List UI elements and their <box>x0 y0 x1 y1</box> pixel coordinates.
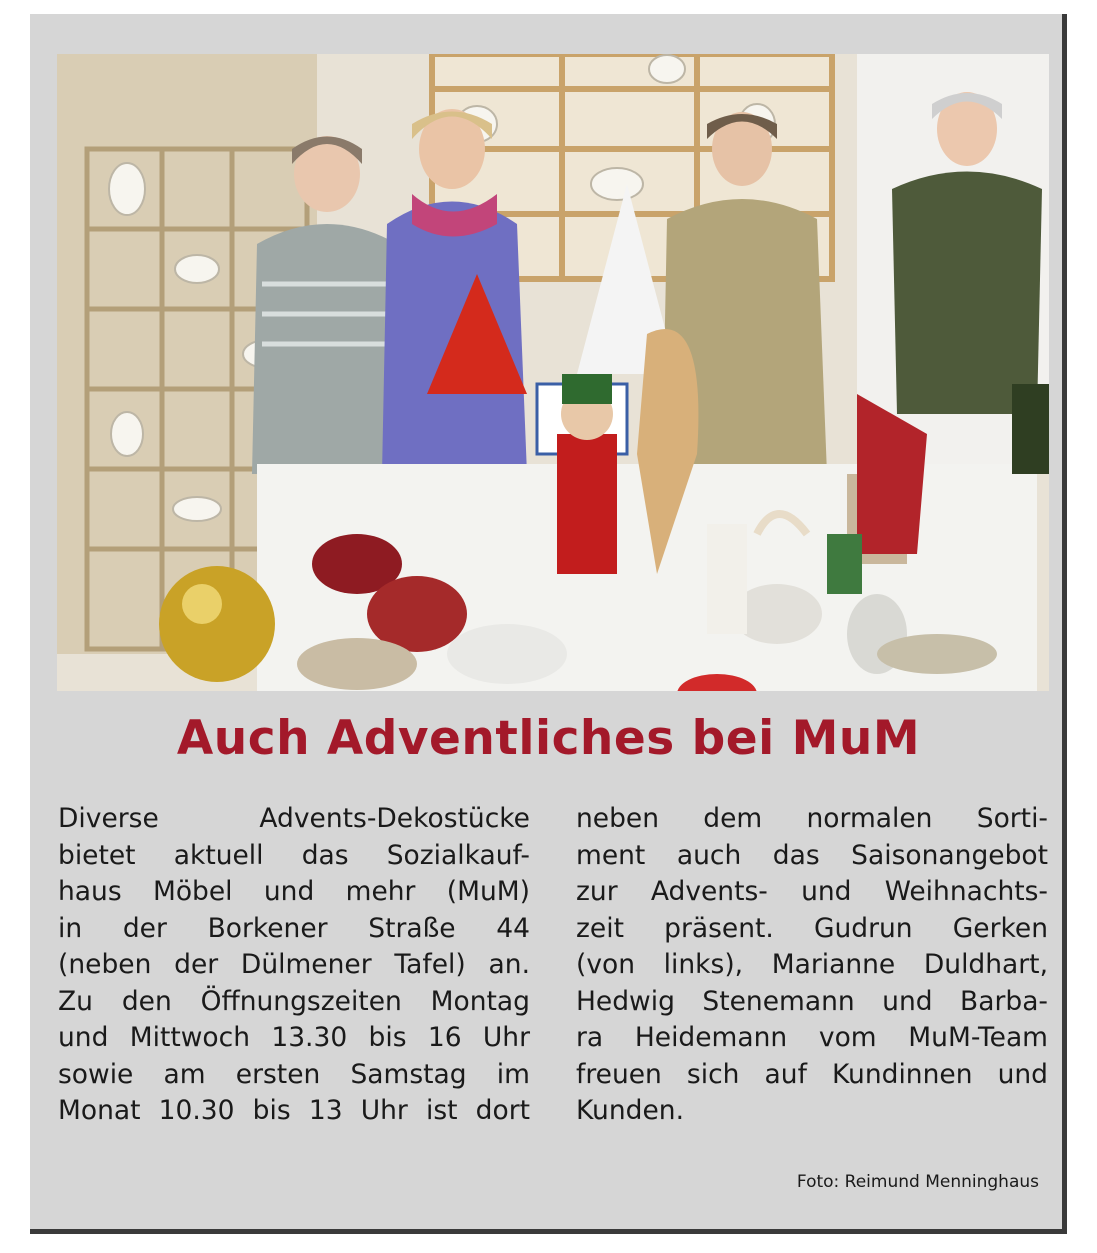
text-line: und Mittwoch 13.30 bis 16 Uhr <box>58 1022 530 1053</box>
text-line: freuen sich auf Kundinnen und <box>576 1058 1048 1090</box>
text-line: ra Heidemann vom MuM-Team <box>576 1022 1048 1053</box>
article-photo <box>57 54 1049 691</box>
text-line: zeit präsent. Gudrun Gerken <box>576 912 1048 944</box>
photo-credit: Foto: Reimund Menninghaus <box>796 1172 1039 1192</box>
text-line: neben dem normalen Sorti- <box>576 803 1048 834</box>
article-headline: Auch Adventliches bei MuM <box>176 711 921 766</box>
text-line: Hedwig Stenemann und Barba- <box>576 985 1048 1017</box>
text-line: (von links), Marianne Duldhart, <box>576 949 1048 980</box>
text-line: in der Borkener Straße 44 <box>58 912 530 944</box>
text-line: Diverse Advents-Dekostücke <box>58 803 530 834</box>
text-line: Zu den Öffnungszeiten Montag <box>58 985 530 1017</box>
text-line: Kunden. <box>576 1095 684 1126</box>
text-line: bietet aktuell das Sozialkauf- <box>58 839 530 871</box>
text-line: haus Möbel und mehr (MuM) <box>58 876 530 907</box>
article-box <box>30 14 1067 1234</box>
text-line: ment auch das Saisonangebot <box>576 839 1048 871</box>
article-body <box>58 801 1048 1130</box>
text-line: Monat 10.30 bis 13 Uhr ist dort <box>58 1095 530 1126</box>
text-line: (neben der Dülmener Tafel) an. <box>58 949 530 980</box>
text-line: sowie am ersten Samstag im <box>58 1058 530 1090</box>
text-line: zur Advents- und Weihnachts- <box>576 876 1048 907</box>
article-column-left <box>58 801 530 1130</box>
article-column-right <box>576 801 1048 1130</box>
